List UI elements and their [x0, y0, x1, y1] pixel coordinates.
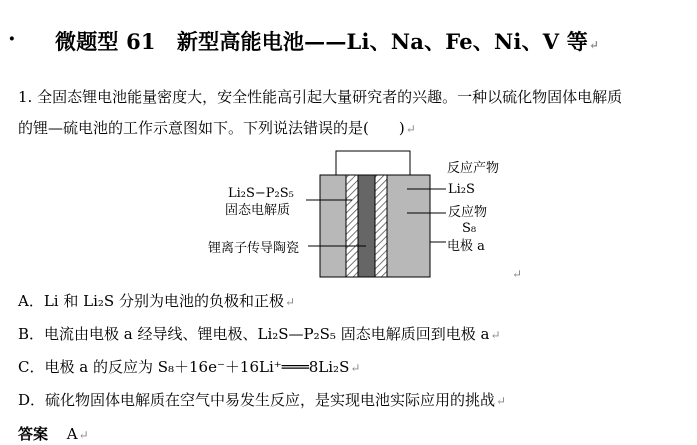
option-a-text: A．Li 和 Li₂S 分别为电池的负极和正极	[18, 292, 284, 310]
option-d	[18, 389, 506, 410]
label-reactant-s8: S₈	[462, 221, 477, 236]
option-c-text: C．电极 a 的反应为 S₈＋16e⁻＋16Li⁺═══8Li₂S	[18, 358, 350, 376]
option-b-text: B．电流由电极 a 经导线、锂电极、Li₂S—P₂S₅ 固态电解质回到电极 a	[18, 325, 490, 343]
ceramic-separator	[358, 175, 375, 277]
label-electrolyte-formula: Li₂S−P₂S₅	[228, 186, 294, 201]
return-mark-icon: ↵	[588, 38, 600, 52]
external-wire	[336, 151, 410, 175]
option-b	[18, 323, 501, 344]
answer-line	[18, 423, 89, 444]
lithium-electrode	[320, 175, 346, 277]
label-ceramic: 锂离子传导陶瓷	[208, 241, 300, 256]
answer-label: 答案	[18, 425, 49, 443]
option-d-text: D．硫化物固体电解质在空气中易发生反应，是实现电池实际应用的挑战	[18, 391, 496, 409]
return-mark-icon: ↵	[78, 428, 89, 442]
return-mark-icon: ↵	[490, 328, 501, 342]
return-mark-icon: ↵	[405, 122, 416, 136]
return-mark-icon: ↵	[496, 394, 507, 408]
question-line-2-text: 的锂—硫电池的工作示意图如下。下列说法错误的是( )	[18, 119, 405, 137]
solid-electrolyte-right	[375, 175, 387, 277]
question-line-1: 1. 全固态锂电池能量密度大，安全性能高引起大量研究者的兴趣。一种以硫化物固体电解质	[18, 88, 623, 106]
return-mark-icon: ↵	[284, 295, 296, 309]
page-title-text: 微题型 61 新型高能电池——Li、Na、Fe、Ni、V 等	[55, 29, 588, 54]
bullet-point: ·	[8, 26, 16, 52]
answer-value: A	[66, 425, 78, 443]
option-c	[18, 356, 360, 377]
label-reactant-title: 反应物	[448, 205, 488, 220]
label-electrolyte-name: 固态电解质	[225, 203, 291, 218]
label-products-title: 反应产物	[447, 161, 500, 176]
option-a	[18, 290, 295, 311]
return-mark-icon: ↵	[350, 361, 361, 375]
label-electrode: 电极 a	[447, 239, 485, 254]
electrode-a	[387, 175, 430, 277]
return-mark-icon: ↵	[512, 267, 523, 281]
solid-electrolyte-left	[346, 175, 358, 277]
label-product-li2s: Li₂S	[448, 182, 475, 197]
